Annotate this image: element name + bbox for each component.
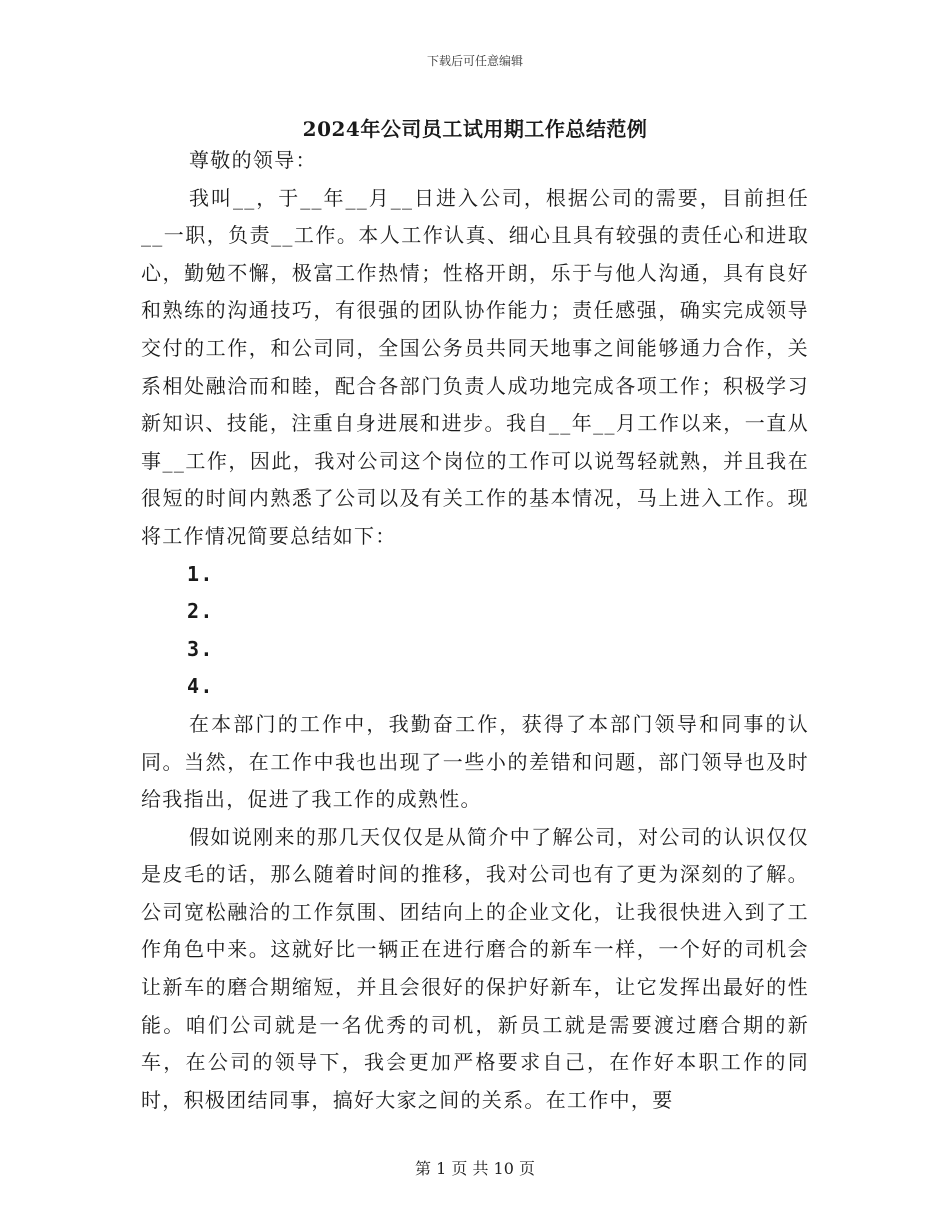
paragraph-company: 假如说刚来的那几天仅仅是从简介中了解公司，对公司的认识仅仅是皮毛的话，那么随着时间的推移，我对公司也有了更为深刻的了解。公司宽松融洽的工作氛围、团结向上的企业文化，让我很快进入到了工作角色中来。这就好比一辆正在进行磨合的新车一样，一个好的司机会让新车的磨合期缩短，并且会很好的保护好新车，让它发挥出最好的性能。咱们公司就是一名优秀的司机，新员工就是需要渡过磨合期的新车，在公司的领导下，我会更加严格要求自己，在作好本职工作的同时，积极团结同事，搞好大家之间的关系。在工作中，要 (141, 824, 809, 1112)
header-note: 下载后可任意编辑 (426, 54, 523, 68)
list-item-3: 3. (187, 636, 214, 661)
page-footer: 第 1 页 共 10 页 (415, 1159, 535, 1178)
salutation: 尊敬的领导： (189, 148, 317, 172)
list-item-4: 4. (187, 674, 214, 699)
paragraph-intro: 我叫__，于__年__月__日进入公司，根据公司的需要，目前担任__一职，负责__工作。本人工作认真、细心且具有较强的责任心和进取心，勤勉不懈，极富工作热情；性格开朗，乐于与他人沟通，具有良好和熟练的沟通技巧，有很强的团队协作能力；责任感强，确实完成领导交付的工作，和公司同，全国公务员共同天地事之间能够通力合作，关系相处融洽而和睦，配合各部门负责人成功地完成各项工作；积极学习新知识、技能，注重自身进展和进步。我自__年__月工作以来，一直从事__工作，因此，我对公司这个岗位的工作可以说驾轻就熟，并且我在很短的时间内熟悉了公司以及有关工作的基本情况，马上进入工作。现将工作情况简要总结如下： (141, 185, 809, 548)
document-title: 2024年公司员工试用期工作总结范例 (302, 117, 648, 141)
paragraph-department: 在本部门的工作中，我勤奋工作，获得了本部门领导和同事的认同。当然，在工作中我也出现了一些小的差错和问题，部门领导也及时给我指出，促进了我工作的成熟性。 (141, 711, 809, 812)
list-item-1: 1. (187, 561, 214, 586)
document-body (141, 142, 809, 1119)
list-item-2: 2. (187, 599, 214, 624)
